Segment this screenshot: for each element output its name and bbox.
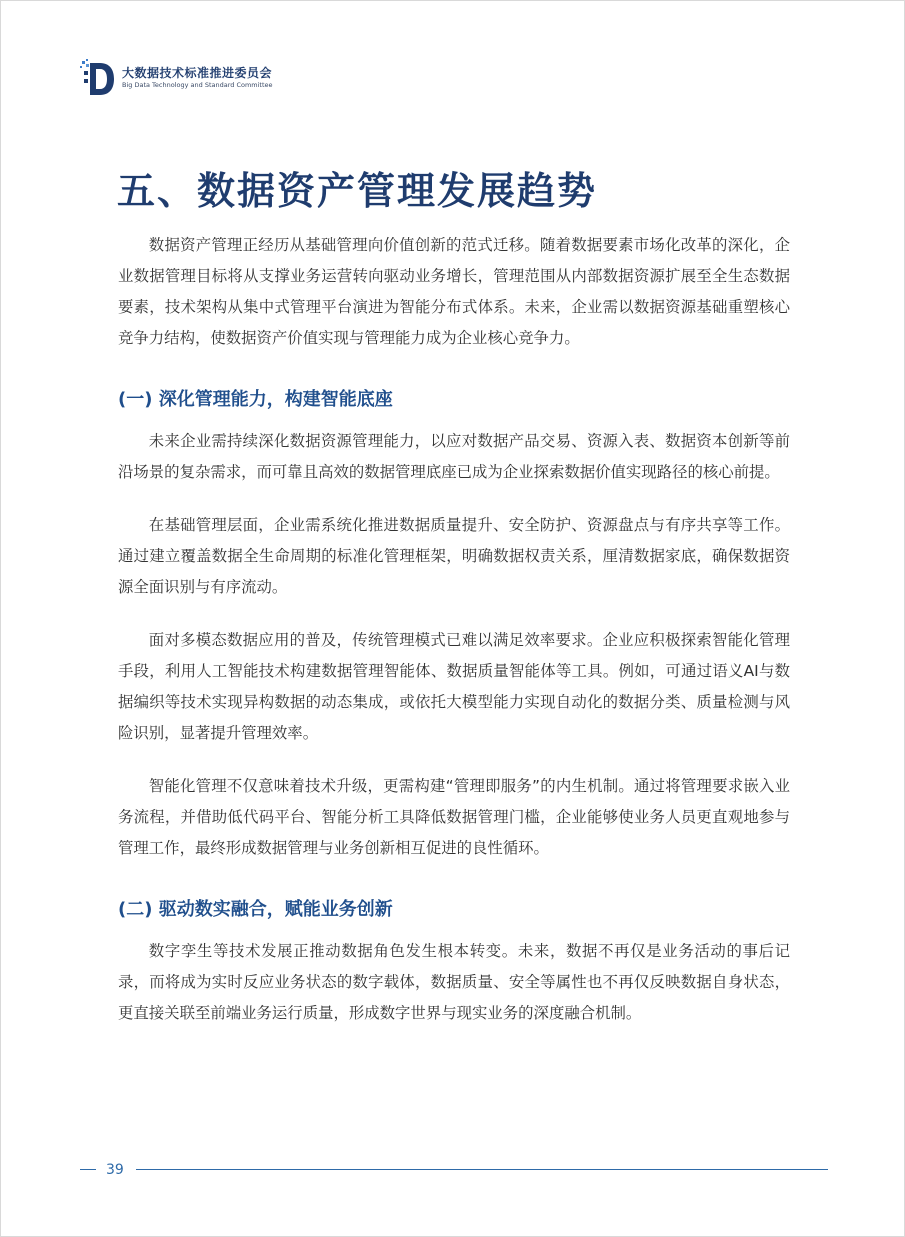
section-1-paragraph-2: 在基础管理层面，企业需系统化推进数据质量提升、安全防护、资源盘点与有序共享等工作。通过建立覆盖数据全生命周期的标准化管理框架，明确数据权责关系，厘清数据家底，确保数据资源全面识别与有序流动。 — [118, 516, 790, 596]
footer-rule-left — [80, 1169, 96, 1170]
section-1-paragraph-1: 未来企业需持续深化数据资源管理能力，以应对数据产品交易、资源入表、数据资本创新等前沿场景的复杂需求，而可靠且高效的数据管理底座已成为企业探索数据价值实现路径的核心前提。 — [118, 432, 790, 481]
logo-d-icon — [80, 59, 116, 97]
section-1-paragraph-3: 面对多模态数据应用的普及，传统管理模式已难以满足效率要求。企业应积极探索智能化管理手段，利用人工智能技术构建数据管理智能体、数据质量智能体等工具。例如，可通过语义AI与数据编织等技术实现异构数据的动态集成，或依托大模型能力实现自动化的数据分类、质量检测与风险识别，显著提升管理效率。 — [118, 631, 790, 742]
footer-rule-right — [136, 1169, 828, 1170]
committee-logo — [80, 59, 116, 97]
intro-paragraph: 数据资产管理正经历从基础管理向价值创新的范式迁移。随着数据要素市场化改革的深化，企业数据管理目标将从支撑业务运营转向驱动业务增长，管理范围从内部数据资源扩展至全生态数据要素，技术架构从集中式管理平台演进为智能分布式体系。未来，企业需以数据资源基础重塑核心竞争力结构，使数据资产价值实现与管理能力成为企业核心竞争力。 — [118, 236, 790, 347]
section-heading-2: (二) 驱动数实融合，赋能业务创新 — [118, 899, 393, 920]
page-title: 五、数据资产管理发展趋势 — [117, 169, 598, 213]
org-name-en: Big Data Technology and Standard Committee — [122, 81, 273, 90]
header — [80, 58, 273, 98]
section-heading-1: (一) 深化管理能力，构建智能底座 — [118, 389, 393, 410]
section-2-paragraph-1: 数字孪生等技术发展正推动数据角色发生根本转变。未来，数据不再仅是业务活动的事后记录，而将成为实时反应业务状态的数字载体，数据质量、安全等属性也不再仅反映数据自身状态，更直接关联至前端业务运行质量，形成数字世界与现实业务的深度融合机制。 — [118, 942, 790, 1022]
org-name-cn: 大数据技术标准推进委员会 — [122, 66, 273, 81]
page-footer — [80, 1160, 828, 1180]
section-1-paragraph-4: 智能化管理不仅意味着技术升级，更需构建“管理即服务”的内生机制。通过将管理要求嵌入业务流程，并借助低代码平台、智能分析工具降低数据管理门槛，企业能够使业务人员更直观地参与管理工作，最终形成数据管理与业务创新相互促进的良性循环。 — [118, 777, 790, 857]
page-number: 39 — [106, 1162, 124, 1178]
main-content — [118, 230, 790, 1029]
